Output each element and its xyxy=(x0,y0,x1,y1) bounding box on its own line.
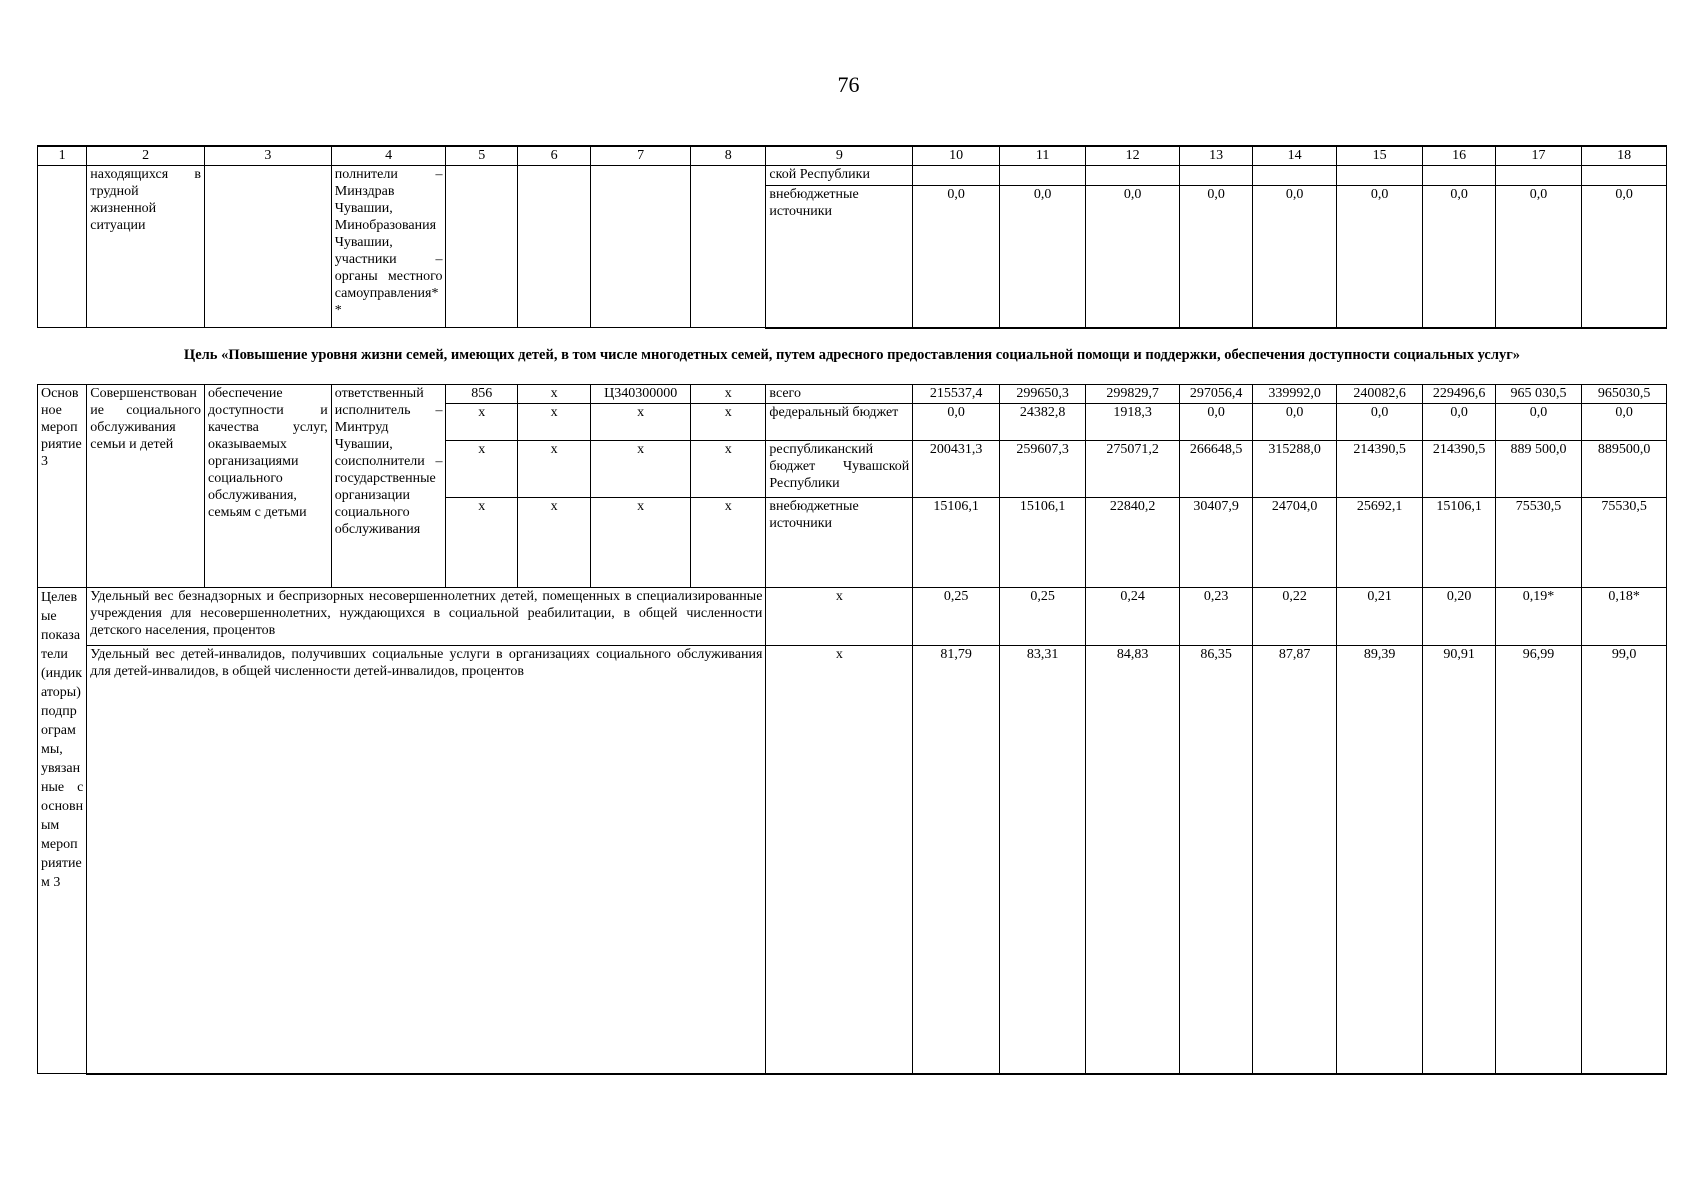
cell-value: 889500,0 xyxy=(1582,441,1667,498)
cell-measure-label: Основное мероприятие 3 xyxy=(38,385,87,588)
col-number: 12 xyxy=(1086,146,1180,166)
cell-value: 86,35 xyxy=(1179,646,1252,1074)
cell-value: 0,0 xyxy=(913,404,1000,441)
cell-value: 0,0 xyxy=(1086,186,1180,328)
cell-value: 339992,0 xyxy=(1253,385,1337,404)
cell-value: 89,39 xyxy=(1336,646,1423,1074)
cell-value: 83,31 xyxy=(999,646,1086,1074)
col-number: 4 xyxy=(331,146,446,166)
cell-value: 0,0 xyxy=(1582,404,1667,441)
cell-empty xyxy=(1336,166,1423,186)
table-row xyxy=(38,166,1667,186)
cell-empty xyxy=(1086,166,1180,186)
col-number: 6 xyxy=(517,146,590,166)
cell-value: 0,0 xyxy=(1423,404,1495,441)
cell-value: 0,20 xyxy=(1423,588,1495,646)
cell-source: ской Республики xyxy=(766,166,913,186)
cell-source: республиканский бюджет Чувашской Республики xyxy=(766,441,913,498)
col-number: 16 xyxy=(1423,146,1495,166)
col-number: 3 xyxy=(205,146,332,166)
cell-value: 84,83 xyxy=(1086,646,1180,1074)
cell-measure-name: Совершенствование социального обслуживания семьи и детей xyxy=(87,385,205,588)
cell-value: 0,0 xyxy=(913,186,1000,328)
cell-value: 0,0 xyxy=(1253,404,1337,441)
cell-value: 0,23 xyxy=(1179,588,1252,646)
col-number: 1 xyxy=(38,146,87,166)
cell-indicator-text: Удельный вес безнадзорных и беспризорных несовершеннолетних детей, помещенных в специализированные учреждения для несовершеннолетних, нуждающихся в социальной реабилитации, в общей численности детского населения, процентов xyxy=(87,588,766,646)
cell-source: всего xyxy=(766,385,913,404)
cell-value: 259607,3 xyxy=(999,441,1086,498)
cell-mark: x xyxy=(766,588,913,646)
cell-code: x xyxy=(446,404,517,441)
measure-table xyxy=(37,384,1667,1075)
cell-value: 0,0 xyxy=(1582,186,1667,328)
cell-code: Ц340300000 xyxy=(591,385,691,404)
cell-code: x xyxy=(591,498,691,588)
cell-code: x xyxy=(690,385,765,404)
cell-empty xyxy=(205,166,332,328)
cell-indicators-label: Целевые показатели (индикаторы) подпрограммы, увязанные с основным мероприятием 3 xyxy=(38,588,87,1074)
cell-code: x xyxy=(690,498,765,588)
col-number: 14 xyxy=(1253,146,1337,166)
cell-value: 30407,9 xyxy=(1179,498,1252,588)
col-number: 10 xyxy=(913,146,1000,166)
cell-value: 0,0 xyxy=(1336,186,1423,328)
cell-value: 0,0 xyxy=(1495,186,1582,328)
cell-code: x xyxy=(446,498,517,588)
cell-empty xyxy=(591,166,691,328)
cell-value: 0,25 xyxy=(999,588,1086,646)
cell-value: 200431,3 xyxy=(913,441,1000,498)
cell-value: 25692,1 xyxy=(1336,498,1423,588)
cell-value: 75530,5 xyxy=(1582,498,1667,588)
cell-value: 22840,2 xyxy=(1086,498,1180,588)
col-number: 8 xyxy=(690,146,765,166)
cell-empty xyxy=(38,166,87,328)
cell-value: 0,25 xyxy=(913,588,1000,646)
col-number: 18 xyxy=(1582,146,1667,166)
cell-value: 965 030,5 xyxy=(1495,385,1582,404)
cell-value: 297056,4 xyxy=(1179,385,1252,404)
cell-value: 81,79 xyxy=(913,646,1000,1074)
cell-mark: x xyxy=(766,646,913,1074)
cell-value: 0,0 xyxy=(1179,404,1252,441)
cell-value: 15106,1 xyxy=(1423,498,1495,588)
cell-measure-executor: ответственный исполнитель – Минтруд Чувашии, соисполнители – государственные организации социального обслуживания xyxy=(331,385,446,588)
cell-value: 75530,5 xyxy=(1495,498,1582,588)
cell-value: 215537,4 xyxy=(913,385,1000,404)
col-number: 7 xyxy=(591,146,691,166)
continuation-table xyxy=(37,145,1667,329)
cell-source: федеральный бюджет xyxy=(766,404,913,441)
table-row xyxy=(38,588,1667,646)
cell-source: внебюджетные источники xyxy=(766,498,913,588)
cell-value: 0,18* xyxy=(1582,588,1667,646)
cell-value: 214390,5 xyxy=(1423,441,1495,498)
cell-value: 87,87 xyxy=(1253,646,1337,1074)
cell-value: 0,22 xyxy=(1253,588,1337,646)
cell-empty xyxy=(1423,166,1495,186)
cell-value: 214390,5 xyxy=(1336,441,1423,498)
col-number: 2 xyxy=(87,146,205,166)
table-row xyxy=(38,646,1667,1074)
cell-empty xyxy=(1495,166,1582,186)
cell-value: 0,0 xyxy=(1336,404,1423,441)
page-number: 76 xyxy=(837,72,860,97)
cell-empty xyxy=(690,166,765,328)
cell-code: x xyxy=(517,498,590,588)
col-number: 17 xyxy=(1495,146,1582,166)
cell-value: 24382,8 xyxy=(999,404,1086,441)
cell-value: 965030,5 xyxy=(1582,385,1667,404)
cell-value: 0,0 xyxy=(999,186,1086,328)
col-number: 5 xyxy=(446,146,517,166)
cell-value: 15106,1 xyxy=(999,498,1086,588)
cell-value: 0,0 xyxy=(1423,186,1495,328)
cell-value: 0,19* xyxy=(1495,588,1582,646)
cell-value: 0,0 xyxy=(1179,186,1252,328)
cell-code: x xyxy=(591,441,691,498)
cell-value: 275071,2 xyxy=(1086,441,1180,498)
cell-value: 229496,6 xyxy=(1423,385,1495,404)
cell-value: 15106,1 xyxy=(913,498,1000,588)
goal-heading: Цель «Повышение уровня жизни семей, имеющих детей, в том числе многодетных семей, путем адресного предоставления социальной помощи и поддержки, обеспечения доступности социальных услуг» xyxy=(183,347,1521,363)
cell-empty xyxy=(517,166,590,328)
column-number-row xyxy=(38,146,1667,166)
cell-col2: находящихся в трудной жизненной ситуации xyxy=(87,166,205,328)
cell-value: 299829,7 xyxy=(1086,385,1180,404)
cell-value: 299650,3 xyxy=(999,385,1086,404)
cell-value: 99,0 xyxy=(1582,646,1667,1074)
cell-code: x xyxy=(690,441,765,498)
cell-value: 90,91 xyxy=(1423,646,1495,1074)
cell-source: внебюджетные источники xyxy=(766,186,913,328)
cell-code: x xyxy=(517,441,590,498)
table-row xyxy=(38,385,1667,404)
cell-value: 315288,0 xyxy=(1253,441,1337,498)
col-number: 9 xyxy=(766,146,913,166)
cell-empty xyxy=(446,166,517,328)
cell-value: 889 500,0 xyxy=(1495,441,1582,498)
cell-measure-purpose: обеспечение доступности и качества услуг, оказываемых организациями социального обслуживания, семьям с детьми xyxy=(205,385,332,588)
cell-empty xyxy=(1253,166,1337,186)
cell-value: 0,24 xyxy=(1086,588,1180,646)
cell-value: 240082,6 xyxy=(1336,385,1423,404)
cell-value: 0,0 xyxy=(1253,186,1337,328)
col-number: 15 xyxy=(1336,146,1423,166)
cell-empty xyxy=(1179,166,1252,186)
cell-value: 96,99 xyxy=(1495,646,1582,1074)
cell-code: x xyxy=(517,385,590,404)
cell-value: 1918,3 xyxy=(1086,404,1180,441)
cell-col4: полнители – Минздрав Чувашии, Минобразования Чувашии, участники – органы местного самоуправления** xyxy=(331,166,446,328)
cell-code: x xyxy=(591,404,691,441)
cell-code: x xyxy=(690,404,765,441)
cell-empty xyxy=(913,166,1000,186)
col-number: 13 xyxy=(1179,146,1252,166)
cell-indicator-text: Удельный вес детей-инвалидов, получивших социальные услуги в организациях социального обслуживания для детей-инвалидов, в общей численности детей-инвалидов, процентов xyxy=(87,646,766,1074)
cell-value: 266648,5 xyxy=(1179,441,1252,498)
cell-code: x xyxy=(446,441,517,498)
cell-empty xyxy=(1582,166,1667,186)
cell-code: x xyxy=(517,404,590,441)
cell-value: 0,21 xyxy=(1336,588,1423,646)
cell-value: 24704,0 xyxy=(1253,498,1337,588)
cell-value: 0,0 xyxy=(1495,404,1582,441)
col-number: 11 xyxy=(999,146,1086,166)
cell-empty xyxy=(999,166,1086,186)
cell-code: 856 xyxy=(446,385,517,404)
